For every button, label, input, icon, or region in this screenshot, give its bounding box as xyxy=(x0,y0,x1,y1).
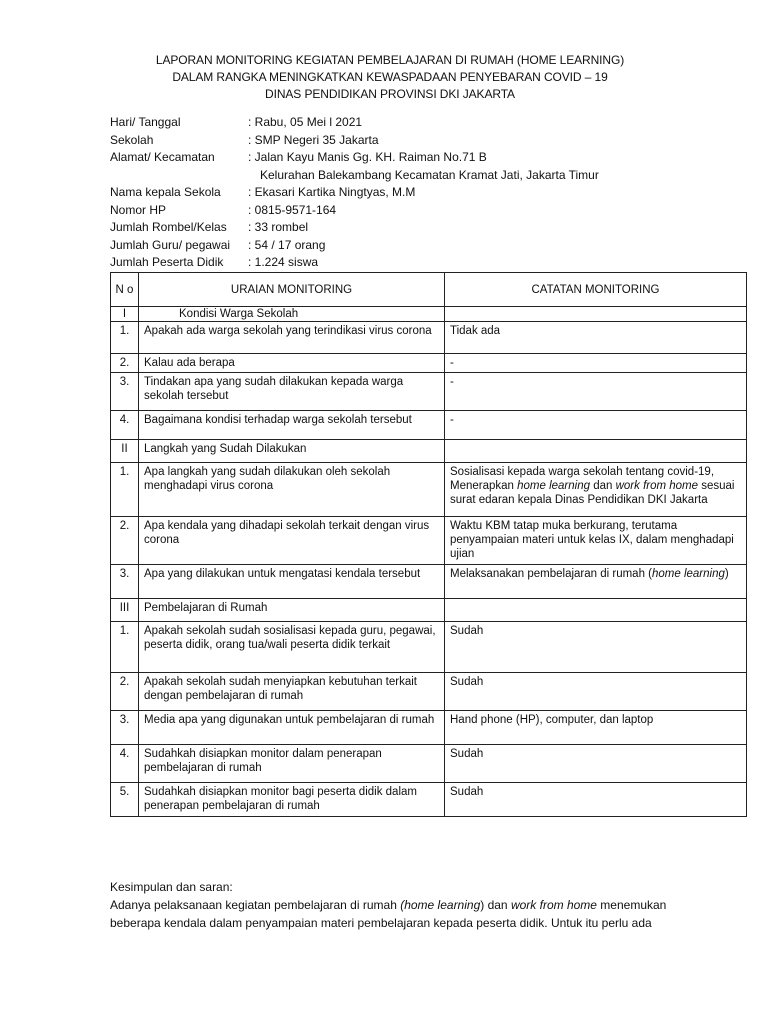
info-value: : 1.224 siswa xyxy=(248,255,319,269)
info-value: Kelurahan Balekambang Kecamatan Kramat Jati, Jakarta Timur xyxy=(260,167,599,182)
row-no: 1. xyxy=(111,463,139,517)
row-uraian: Sudahkah disiapkan monitor dalam penerapan pembelajaran di rumah xyxy=(139,745,445,783)
catatan-text: sesuai surat edaran kepala Dinas Pendidikan DKI Jakarta xyxy=(450,480,735,506)
row-no: 2. xyxy=(111,673,139,711)
table-row xyxy=(111,440,747,463)
conclusion-text: Adanya pelaksanaan kegiatan pembelajaran di rumah xyxy=(110,898,401,912)
table-row xyxy=(111,599,747,622)
row-no: 4. xyxy=(111,745,139,783)
row-catatan: Tidak ada xyxy=(445,322,747,354)
table-row xyxy=(111,783,747,817)
row-no: 1. xyxy=(111,622,139,673)
info-label: Nomor HP xyxy=(110,202,167,217)
conclusion-text: ) dan xyxy=(480,898,511,912)
info-value: : Ekasari Kartika Ningtyas, M.M xyxy=(248,185,416,199)
info-label: Alamat/ Kecamatan xyxy=(110,150,215,164)
info-value: : 54 / 17 orang xyxy=(248,237,326,252)
table-row xyxy=(111,322,747,354)
row-uraian: Apa kendala yang dihadapi sekolah terkait dengan virus corona xyxy=(139,517,445,565)
info-value: : Jalan Kayu Manis Gg. KH. Raiman No.71 B xyxy=(248,150,487,164)
row-uraian: Pembelajaran di Rumah xyxy=(139,599,445,622)
row-uraian: Media apa yang digunakan untuk pembelajaran di rumah xyxy=(139,711,445,745)
table-row xyxy=(111,745,747,783)
info-value: : 33 rombel xyxy=(248,220,309,234)
conclusion-text: menemukan xyxy=(596,898,667,912)
row-catatan xyxy=(445,599,747,622)
conclusion-line-2: beberapa kendala dalam penyampaian materi pembelajaran kepada peserta didik. Untuk itu perlu ada xyxy=(110,916,652,930)
title-line-2: DALAM RANGKA MENINGKATKAN KEWASPADAAN PENYEBARAN COVID – 19 xyxy=(172,70,608,84)
title-line-3: DINAS PENDIDIKAN PROVINSI DKI JAKARTA xyxy=(265,87,515,101)
row-uraian: Langkah yang Sudah Dilakukan xyxy=(139,440,445,463)
info-label: Sekolah xyxy=(110,132,154,147)
table-header-row xyxy=(111,273,747,307)
table-row xyxy=(111,711,747,745)
row-no: 2. xyxy=(111,517,139,565)
row-catatan xyxy=(445,307,747,322)
catatan-italic: home learning xyxy=(652,568,725,580)
table-row xyxy=(111,463,747,517)
row-catatan: Sudah xyxy=(445,673,747,711)
info-label: Nama kepala Sekola xyxy=(110,185,221,199)
table-row xyxy=(111,565,747,599)
conclusion-heading: Kesimpulan dan saran: xyxy=(110,880,233,894)
row-uraian: Apa langkah yang sudah dilakukan oleh sekolah menghadapi virus corona xyxy=(139,463,445,517)
row-catatan-rich xyxy=(445,463,747,517)
header-no: N o xyxy=(111,273,139,307)
row-catatan-rich xyxy=(445,565,747,599)
row-catatan: Sudah xyxy=(445,783,747,817)
row-no: 5. xyxy=(111,783,139,817)
row-catatan: Waktu KBM tatap muka berkurang, terutama penyampaian materi untuk kelas IX, dalam menghadapi ujian xyxy=(445,517,747,565)
row-uraian: Apakah sekolah sudah sosialisasi kepada guru, pegawai, peserta didik, orang tua/wali peserta didik terkait xyxy=(139,622,445,673)
row-no: 1. xyxy=(111,322,139,354)
catatan-italic: home learning xyxy=(517,480,591,492)
row-uraian: Tindakan apa yang sudah dilakukan kepada warga sekolah tersebut xyxy=(139,373,445,411)
row-catatan: Sudah xyxy=(445,745,747,783)
info-value: : SMP Negeri 35 Jakarta xyxy=(248,132,379,147)
info-label: Jumlah Guru/ pegawai xyxy=(110,237,231,252)
row-uraian: Apakah sekolah sudah menyiapkan kebutuhan terkait dengan pembelajaran di rumah xyxy=(139,673,445,711)
row-no: I xyxy=(111,307,139,322)
table-row xyxy=(111,354,747,373)
title-line-1: LAPORAN MONITORING KEGIATAN PEMBELAJARAN DI RUMAH (HOME LEARNING) xyxy=(155,53,625,67)
row-uraian: Kondisi Warga Sekolah xyxy=(139,307,445,322)
catatan-text: ) xyxy=(724,568,729,580)
row-catatan xyxy=(445,440,747,463)
table-row xyxy=(111,622,747,673)
info-value: : Rabu, 05 Mei l 2021 xyxy=(248,115,363,129)
catatan-text: dan xyxy=(590,480,616,492)
row-no: 3. xyxy=(111,373,139,411)
table-row xyxy=(111,307,747,322)
info-label: Jumlah Rombel/Kelas xyxy=(110,220,227,234)
conclusion-line-1 xyxy=(110,896,750,914)
info-label: Hari/ Tanggal xyxy=(110,115,181,129)
row-catatan: - xyxy=(445,373,747,411)
row-uraian: Apakah ada warga sekolah yang terindikasi virus corona xyxy=(139,322,445,354)
report-title xyxy=(100,52,680,103)
table-row xyxy=(111,411,747,440)
row-uraian: Kalau ada berapa xyxy=(139,354,445,373)
header-uraian: URAIAN MONITORING xyxy=(139,273,445,307)
table-row xyxy=(111,373,747,411)
info-value: : 0815-9571-164 xyxy=(248,202,337,217)
row-uraian: Apa yang dilakukan untuk mengatasi kendala tersebut xyxy=(139,565,445,599)
row-no: III xyxy=(111,599,139,622)
table-row xyxy=(111,517,747,565)
conclusion-section xyxy=(110,878,750,932)
row-no: 4. xyxy=(111,411,139,440)
monitoring-table xyxy=(110,272,747,817)
row-uraian: Sudahkah disiapkan monitor bagi peserta didik dalam penerapan pembelajaran di rumah xyxy=(139,783,445,817)
table-row xyxy=(111,673,747,711)
catatan-italic: work from home xyxy=(615,480,699,492)
row-no: 2. xyxy=(111,354,139,373)
catatan-text: Melaksanakan pembelajaran di rumah ( xyxy=(450,568,652,580)
conclusion-italic: (home learning xyxy=(400,898,481,912)
row-no: II xyxy=(111,440,139,463)
conclusion-italic: work from home xyxy=(510,898,597,912)
row-no: 3. xyxy=(111,711,139,745)
info-label: Jumlah Peserta Didik xyxy=(110,255,224,269)
catatan-text: Sosialisasi kepada warga sekolah tentang covid-19, Menerapkan xyxy=(450,466,715,492)
row-catatan: - xyxy=(445,411,747,440)
row-catatan: - xyxy=(445,354,747,373)
header-catatan: CATATAN MONITORING xyxy=(445,273,747,307)
row-no: 3. xyxy=(111,565,139,599)
row-uraian: Bagaimana kondisi terhadap warga sekolah tersebut xyxy=(139,411,445,440)
row-catatan: Sudah xyxy=(445,622,747,673)
row-catatan: Hand phone (HP), computer, dan laptop xyxy=(445,711,747,745)
